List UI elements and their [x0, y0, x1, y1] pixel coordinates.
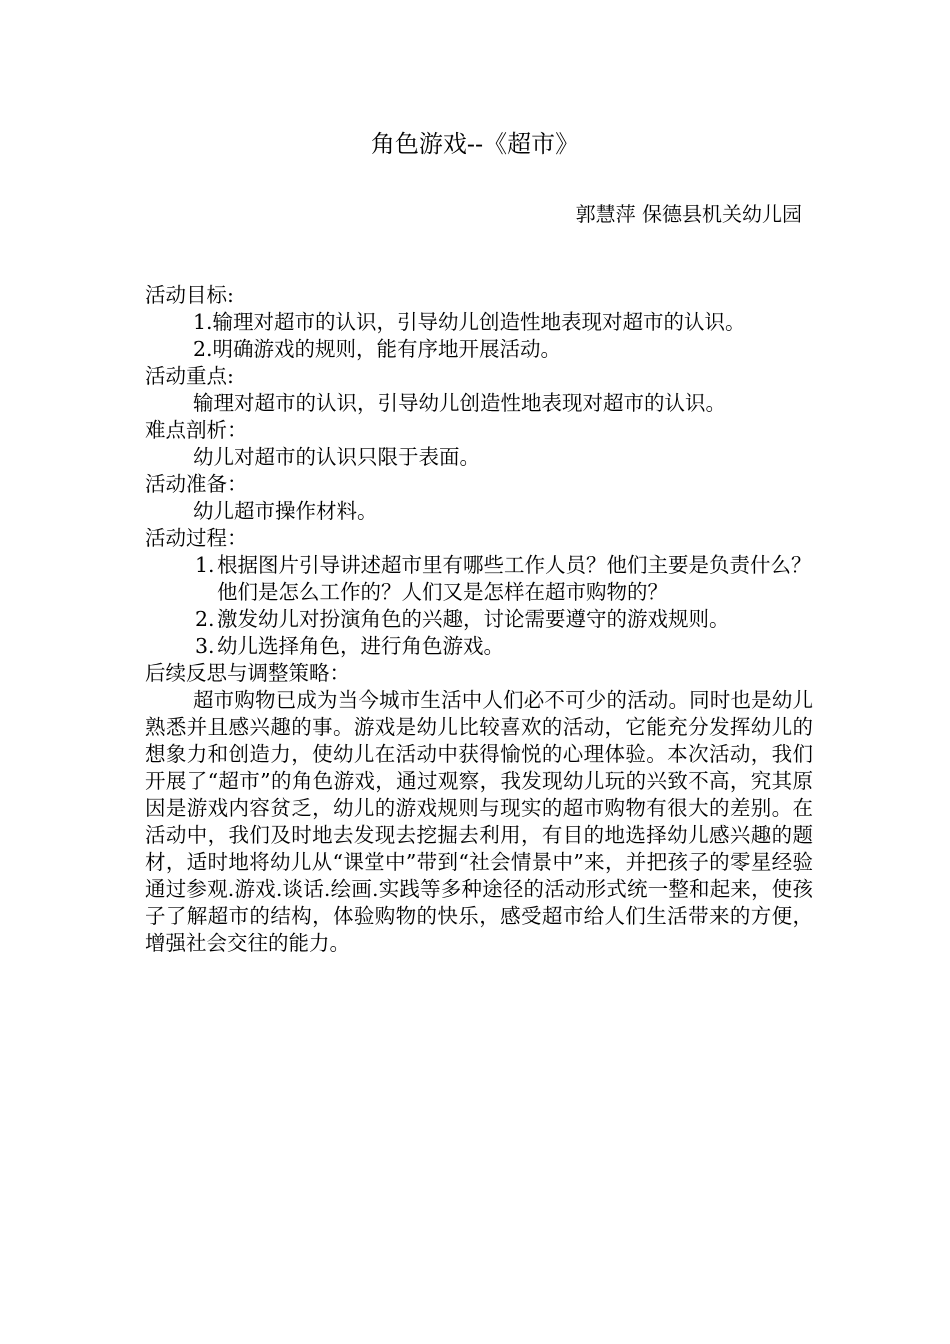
step-number: 3. — [195, 634, 215, 658]
step-number: 1. — [195, 553, 215, 577]
author-line: 郭慧萍 保德县机关幼儿园 — [575, 202, 802, 226]
step-text: 根据图片引导讲述超市里有哪些工作人员？他们主要是负责什么？他们是怎么工作的？人们又是怎样在超市购物的？ — [217, 553, 812, 604]
difficulty-heading: 难点剖析： — [145, 418, 248, 442]
focus-heading: 活动重点: — [145, 364, 234, 388]
goals-heading: 活动目标: — [145, 283, 234, 307]
preparation-heading: 活动准备： — [145, 472, 248, 496]
process-step — [145, 633, 813, 660]
step-text: 激发幼儿对扮演角色的兴趣，讨论需要遵守的游戏规则。 — [217, 607, 730, 631]
difficulty-text: 幼儿对超市的认识只限于表面。 — [193, 445, 480, 469]
process-step — [145, 606, 813, 633]
document-title: 角色游戏--《超市》 — [370, 130, 580, 158]
reflection-heading: 后续反思与调整策略： — [145, 661, 350, 685]
process-steps — [145, 552, 813, 660]
reflection-paragraph: 超市购物已成为当今城市生活中人们必不可少的活动。同时也是幼儿熟悉并且感兴趣的事。游戏是幼儿比较喜欢的活动，它能充分发挥幼儿的想象力和创造力，使幼儿在活动中获得愉悦的心理体验。本次活动，我们开展了“超市”的角色游戏，通过观察，我发现幼儿玩的兴致不高，究其原因是游戏内容贫乏，幼儿的游戏规则与现实的超市购物有很大的差别。在活动中，我们及时地去发现去挖掘去利用，有目的地选择幼儿感兴趣的题材，适时地将幼儿从“课堂中”带到“社会情景中”来，并把孩子的零星经验通过参观.游戏.谈话.绘画.实践等多种途径的活动形式统一整和起来，使孩子了解超市的结构，体验购物的快乐，感受超市给人们生活带来的方便，增强社会交往的能力。 — [145, 688, 813, 955]
document-body — [145, 282, 813, 957]
process-step — [145, 552, 813, 606]
step-number: 2. — [195, 607, 215, 631]
preparation-text: 幼儿超市操作材料。 — [193, 499, 378, 523]
goal-item-1: 1.输理对超市的认识，引导幼儿创造性地表现对超市的认识。 — [193, 310, 746, 334]
goal-item-2: 2.明确游戏的规则，能有序地开展活动。 — [193, 337, 562, 361]
process-heading: 活动过程： — [145, 526, 248, 550]
step-text: 幼儿选择角色，进行角色游戏。 — [217, 634, 504, 658]
focus-text: 输理对超市的认识，引导幼儿创造性地表现对超市的认识。 — [193, 391, 726, 415]
